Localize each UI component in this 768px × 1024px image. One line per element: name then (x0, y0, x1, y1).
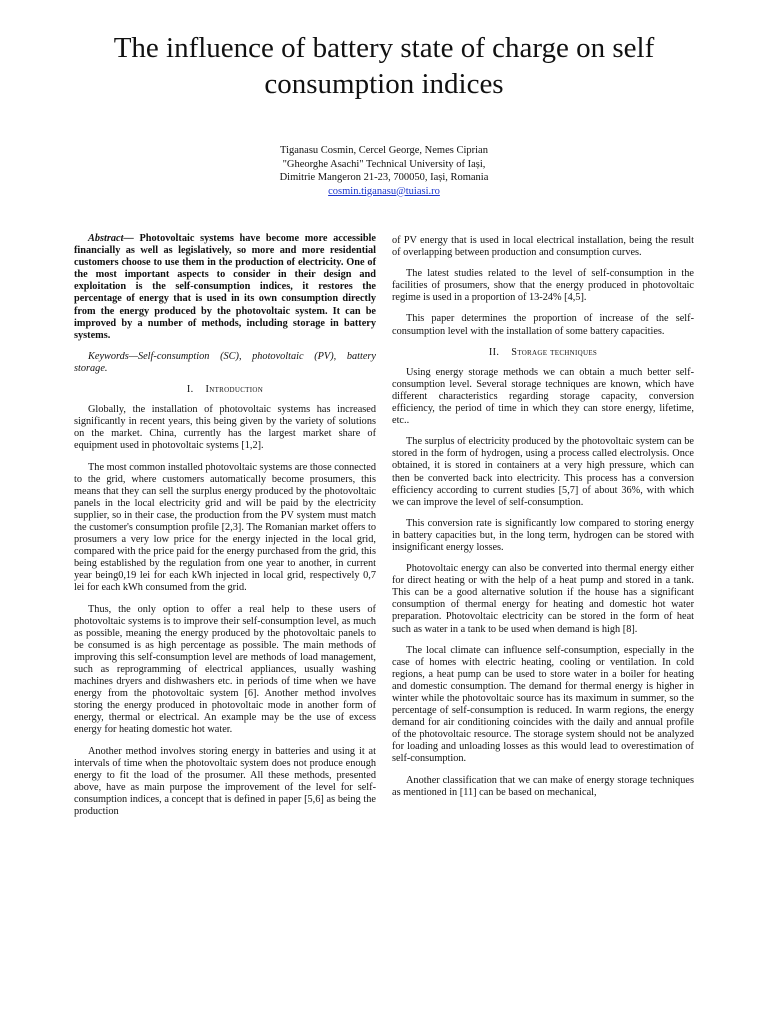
paragraph: This conversion rate is significantly low compared to storing energy in battery capacities but, in the long term, hydrogen can be stored with insignificant energy losses. (392, 517, 694, 553)
abstract-label: Abstract— (88, 233, 134, 244)
paragraph: Photovoltaic energy can also be converted into thermal energy either for direct heating or with the help of a heat pump and stored in a tank. This can be a good alternative solution if the house has a significant consumption of thermal energy for heating and domestic hot water preparation. Photovoltaic electricity can be stored in the form of heat such as water in a tank to be used when demand is high [8]. (392, 563, 694, 635)
keywords: Keywords—Self-consumption (SC), photovoltaic (PV), battery storage. (74, 350, 376, 374)
author-block (184, 144, 584, 198)
paragraph: Globally, the installation of photovoltaic systems has increased significantly in recent years, this being given by the variety of solutions on the market. China, currently has the largest market share of equipment used in photovoltaic systems [1,2]. (74, 404, 376, 452)
paragraph: Another classification that we can make of energy storage techniques as mentioned in [11] can be based on mechanical, (392, 774, 694, 798)
paragraph: Using energy storage methods we can obtain a much better self-consumption level. Several storage techniques are known, which have different characteristics regarding storage capacity, conversion efficiency, the period of time in which they can store energy, lifetime, etc.. (392, 366, 694, 427)
paragraph: The local climate can influence self-consumption, especially in the case of homes with electric heating, cooling or ventilation. In cold regions, a heat pump can be used to store water in a boiler for heating and domestic consumption. The demand for thermal energy is higher in winter while the photovoltaic source has its maximum in summer, so the percentage of self-consumption is reduced. In warm regions, the energy demand for air conditioning coincides with the daily and annual profile of the photovoltaic resource. The storage system should not be analyzed for loading and unloading losses as this would lead to overestimation of self-consumption. (392, 644, 694, 765)
paragraph: The latest studies related to the level of self-consumption in the facilities of prosumers, show that the energy produced in photovoltaic regime is used in a proportion of 13-24% [4,5]. (392, 268, 694, 304)
paragraph-continuation: of PV energy that is used in local electrical installation, being the result of overlapping between production and consumption curves. (392, 235, 694, 259)
paragraph: This paper determines the proportion of increase of the self-consumption level with the installation of some battery capacities. (392, 313, 694, 337)
author-address: Dimitrie Mangeron 21-23, 700050, Iași, Romania (279, 172, 489, 183)
author-institution: "Gheorghe Asachi" Technical University of Iași, (282, 158, 486, 170)
paragraph: The surplus of electricity produced by the photovoltaic system can be stored in the form of hydrogen, using a process called electrolysis. Once obtained, it is stored in containers at a very high pressure, which can then be converted back into electricity. This process has a conversion efficiency according to current studies [5,7] of about 36%, with which we can improve the level of self-consumption. (392, 436, 694, 508)
paragraph: Thus, the only option to offer a real help to these users of photovoltaic systems is to improve their self-consumption level, as much as possible, meaning the energy produced by the photovoltaic panels to be consumed is as high percentage as possible. The main methods of improving this self-consumption level are methods of load management, such as reprogramming of electrical appliances, usually washing machines dryers and dishwashers etc. in periods of time when we have energy from the photovoltaic system [6]. Another method involves storing the energy produced in photovoltaic mode in another form of energy, thermal or electrical. An example may be the use of excess energy for heating domestic hot water. (74, 603, 376, 736)
paper-title: The influence of battery state of charge on self consumption indices (113, 32, 655, 100)
author-email-link[interactable]: cosmin.tiganasu@tuiasi.ro (328, 185, 440, 197)
paragraph: The most common installed photovoltaic systems are those connected to the grid, where customers automatically become prosumers, this means that they can sell the surplus energy produced by the photovoltaic panels in the local electricity grid and will be paid by the electricity supplier, so in their case, the production from the PV system must match the customer's consumption profile [2,3]. The Romanian market offers to prosumers a very low price for the energy injected in the local grid, compared with the price paid for the energy purchased from the grid, this being established by the regulation from one year to another, in current year being0,19 lei for each kWh injected in local grid, respectively 0,7 lei for each kWh consumed from the grid. (74, 461, 376, 594)
paragraph: Another method involves storing energy in batteries and using it at intervals of time when the photovoltaic system does not produce enough energy to fit the load of the prosumer. All these methods, presented above, have as main purpose the improvement of the level for self-consumption indices, a concept that is defined in paper [5,6] as being the production (74, 745, 376, 818)
section-heading-storage: II. Storage techniques (488, 346, 598, 358)
right-column (392, 235, 694, 808)
abstract-text: Photovoltaic systems have become more accessible financially as well as legislatively, so more and more residential customers choose to use them in the production of electricity. One of the most important aspects to consider in their design and exploitation is the self-consumption indices, it restores the percentage of energy that is used in its own consumption directly from the energy produced by the photovoltaic system. It can be improved by a number of methods, including storage in battery systems. (74, 233, 376, 341)
section-heading-introduction: I. Introduction (186, 384, 264, 396)
abstract (74, 233, 376, 342)
author-names: Tiganasu Cosmin, Cercel George, Nemes Ciprian (280, 145, 488, 156)
left-column (74, 233, 376, 827)
